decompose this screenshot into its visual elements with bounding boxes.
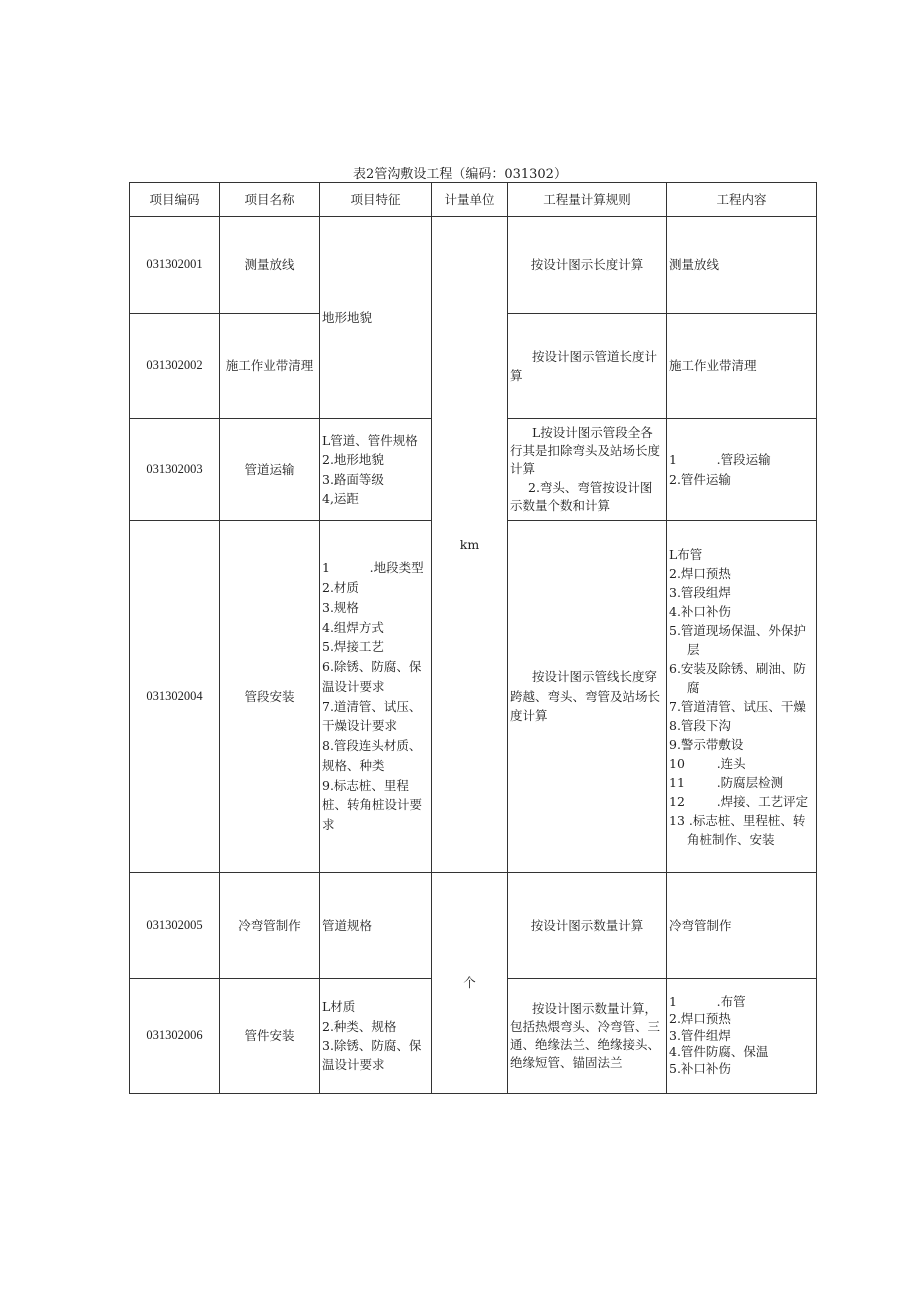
item-features: 管道规格: [320, 873, 432, 979]
item-rule: 按设计图示长度计算: [508, 217, 667, 314]
content-line: 4.补口补伤: [669, 603, 731, 619]
item-code: 031302004: [130, 521, 220, 873]
header-row: [130, 183, 817, 217]
content-line: 1 .布管: [669, 993, 746, 1009]
item-rule: 按设计图示数量计算: [508, 873, 667, 979]
item-content: 冷弯管制作: [667, 873, 817, 979]
content-line: 8.管段下沟: [669, 717, 731, 733]
feature-line: 3.路面等级: [322, 471, 384, 487]
item-name: 冷弯管制作: [220, 873, 320, 979]
feature-line: 9.标志桩、里程桩、转角桩设计要求: [322, 777, 423, 832]
item-code: 031302005: [130, 873, 220, 979]
item-content: [667, 521, 817, 873]
item-name: 管道运输: [220, 419, 320, 521]
content-line: 4.管件防腐、保温: [669, 1044, 769, 1060]
feature-line: 4.组焊方式: [322, 619, 384, 635]
item-rule: [508, 979, 667, 1094]
rule-line: L按设计图示管段全各行其是扣除弯头及站场长度计算: [510, 425, 661, 477]
item-code: 031302003: [130, 419, 220, 521]
header-rule: 工程量计算规则: [508, 183, 667, 217]
feature-line: 2.材质: [322, 580, 359, 595]
feature-line: 2.地形地貌: [322, 452, 384, 468]
item-rule: 按设计图示管道长度计算: [508, 314, 667, 419]
item-code: 031302006: [130, 979, 220, 1094]
item-name: 施工作业带清理: [220, 314, 320, 419]
feature-line: 3.规格: [322, 599, 359, 615]
pipe-trench-table: [129, 182, 817, 1094]
header-content: 工程内容: [667, 183, 817, 217]
header-features: 项目特征: [320, 183, 432, 217]
feature-line: 1 .地段类型: [322, 560, 424, 576]
content-line: 2.焊口预热: [669, 565, 731, 581]
feature-line: 4,运距: [322, 490, 359, 506]
table-caption: 表2管沟敷设工程（编码：031302）: [353, 167, 567, 182]
content-line: 5.补口补伤: [669, 1061, 731, 1077]
feature-line: L材质: [322, 999, 356, 1015]
content-line: 3.管段组焊: [669, 584, 731, 600]
feature-line: L管道、管件规格: [322, 432, 418, 448]
content-line: 1 .管段运输: [669, 452, 771, 468]
content-line: 12 .焊接、工艺评定: [669, 793, 809, 809]
feature-line: 5.焊接工艺: [322, 639, 384, 655]
item-content: [667, 979, 817, 1094]
feature-line: 3.除锈、防腐、保温设计要求: [322, 1038, 422, 1073]
content-line: 2.焊口预热: [669, 1010, 731, 1026]
item-features: [320, 521, 432, 873]
rule-line: 按设计图示数量计算，包括热煨弯头、冷弯管、三通、绝缘法兰、绝缘接头、绝缘短管、锚固法兰: [510, 1000, 661, 1071]
feature-line: 7.道清管、试压、干燥设计要求: [322, 698, 422, 734]
unit-km: km: [432, 217, 508, 873]
feature-line: 8.管段连头材质、规格、种类: [322, 738, 422, 773]
item-name: 管件安装: [220, 979, 320, 1094]
unit-piece: 个: [432, 873, 508, 1094]
rule-line: 2.弯头、弯管按设计图示数量个数和计算: [510, 479, 653, 513]
item-features-shared: 地形地貌: [320, 217, 432, 419]
header-name: 项目名称: [220, 183, 320, 217]
content-line: 13 .标志桩、里程桩、转角桩制作、安装: [669, 812, 806, 847]
content-line: 10 .连头: [669, 755, 746, 771]
content-line: 7.管道清管、试压、干燥: [669, 698, 806, 714]
feature-line: 6.除锈、防腐、保温设计要求: [322, 659, 422, 694]
header-unit: 计量单位: [432, 183, 508, 217]
table-row: [130, 217, 817, 314]
item-features: [320, 419, 432, 521]
item-rule: [508, 521, 667, 873]
table-row: [130, 873, 817, 979]
item-name: 管段安装: [220, 521, 320, 873]
content-line: 6.安装及除锈、刷油、防腐: [669, 660, 806, 695]
item-content: 测量放线: [667, 217, 817, 314]
item-code: 031302002: [130, 314, 220, 419]
header-code: 项目编码: [130, 183, 220, 217]
content-line: 5.管道现场保温、外保护层: [669, 622, 806, 657]
content-line: 3.管件组焊: [669, 1027, 731, 1043]
item-content: 施工作业带清理: [667, 314, 817, 419]
content-line: 11 .防腐层检测: [669, 774, 784, 790]
item-name: 测量放线: [220, 217, 320, 314]
feature-line: 2.种类、规格: [322, 1018, 397, 1034]
item-features: [320, 979, 432, 1094]
rule-line: 按设计图示管线长度穿跨越、弯头、弯管及站场长度计算: [510, 669, 661, 724]
item-rule: [508, 419, 667, 521]
content-line: L布管: [669, 546, 703, 562]
content-line: 9.警示带敷设: [669, 736, 744, 752]
item-content: [667, 419, 817, 521]
item-code: 031302001: [130, 217, 220, 314]
content-line: 2.管件运输: [669, 471, 731, 487]
